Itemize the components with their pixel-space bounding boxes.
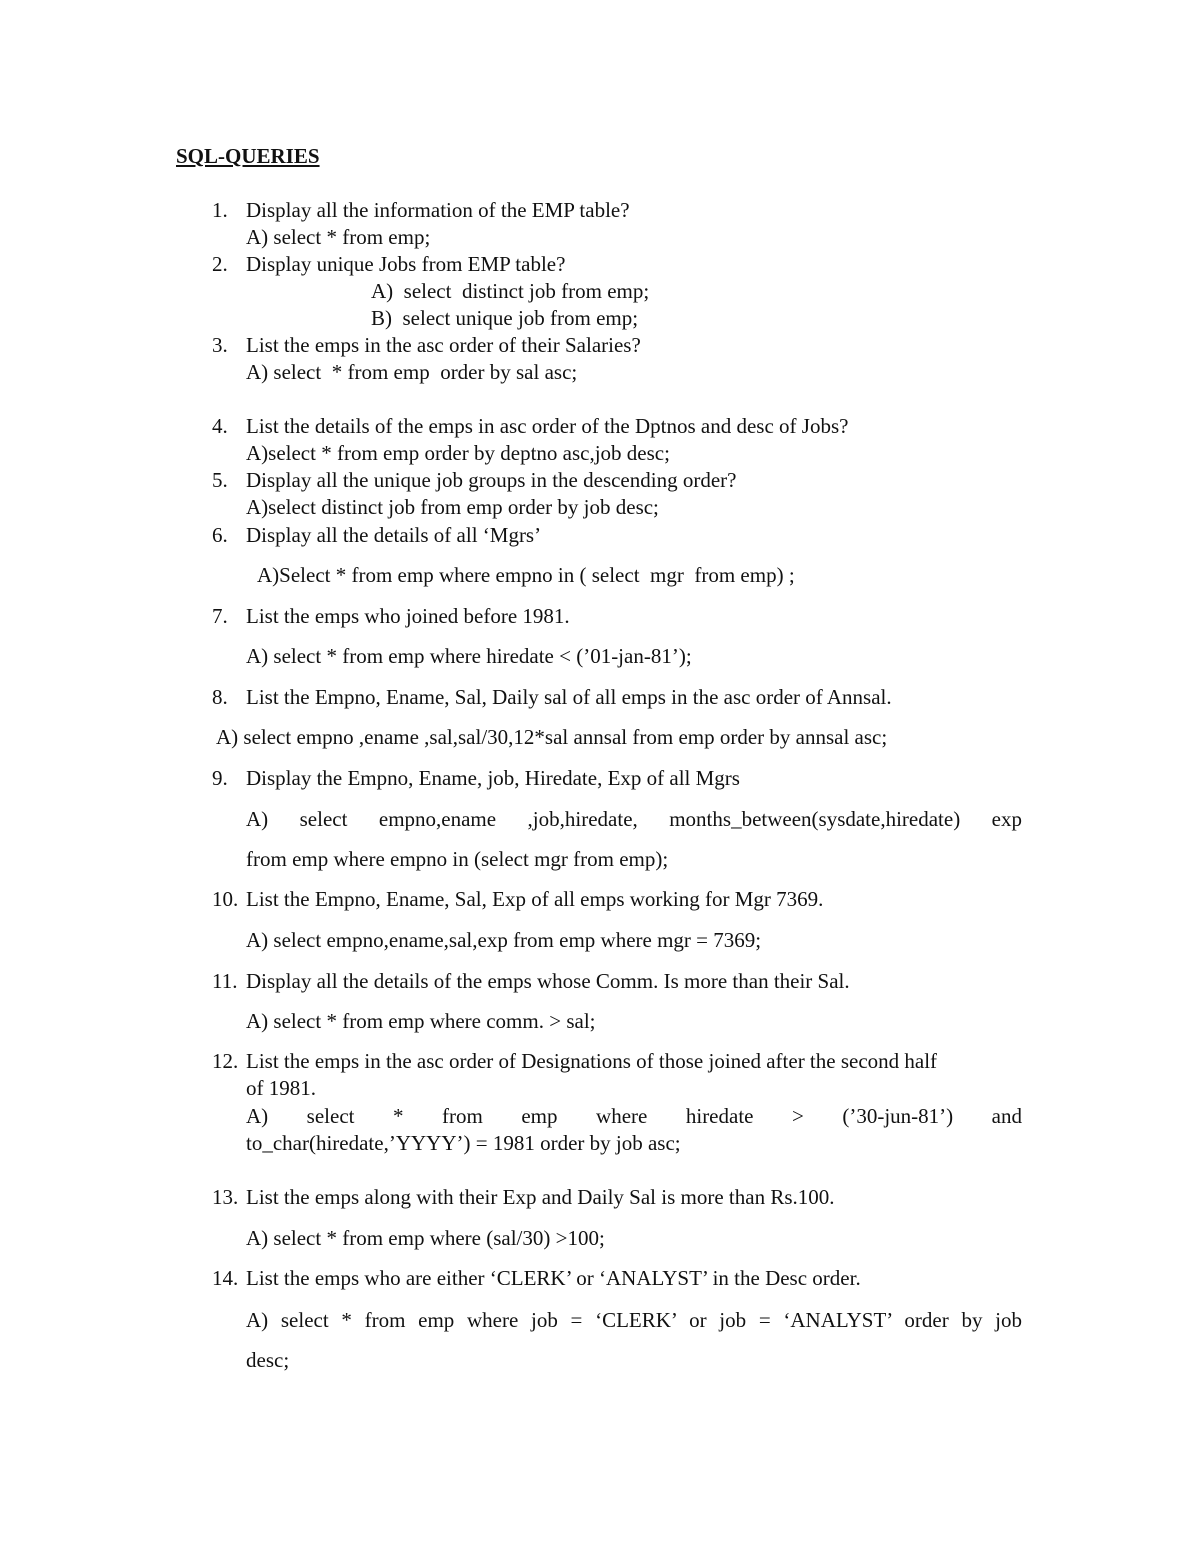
- answer-text: A) select * from emp where hiredate > (’30-jun-81’) and: [246, 1104, 1022, 1128]
- item-number: 3.: [212, 333, 228, 357]
- answer-text: A) select empno,ename,sal,exp from emp where mgr = 7369;: [246, 928, 762, 952]
- question-text: List the emps who joined before 1981.: [246, 604, 570, 628]
- item-number: 14.: [212, 1266, 239, 1290]
- question-text: of 1981.: [246, 1076, 316, 1100]
- item-number: 2.: [212, 252, 228, 276]
- item-number: 10.: [212, 887, 239, 911]
- answer-text: A) select * from emp;: [246, 225, 431, 249]
- item-number: 13.: [212, 1185, 239, 1209]
- item-number: 5.: [212, 468, 228, 492]
- question-text: List the Empno, Ename, Sal, Daily sal of all emps in the asc order of Annsal.: [246, 685, 892, 709]
- question-text: List the emps in the asc order of their Salaries?: [246, 333, 641, 357]
- answer-text: A) select * from emp where job = ‘CLERK’ or job = ‘ANALYST’ order by job: [246, 1308, 1022, 1332]
- item-number: 4.: [212, 414, 228, 438]
- question-text: Display all the unique job groups in the descending order?: [246, 468, 737, 492]
- answer-text: A) select * from emp where (sal/30) >100;: [246, 1226, 605, 1250]
- answer-text: from emp where empno in (select mgr from emp);: [246, 847, 669, 871]
- answer-text: B) select unique job from emp;: [371, 306, 639, 330]
- question-text: Display all the information of the EMP table?: [246, 198, 630, 222]
- question-text: List the emps who are either ‘CLERK’ or ‘ANALYST’ in the Desc order.: [246, 1266, 861, 1290]
- question-text: List the details of the emps in asc order of the Dptnos and desc of Jobs?: [246, 414, 849, 438]
- answer-text: desc;: [246, 1348, 290, 1372]
- question-text: Display all the details of all ‘Mgrs’: [246, 523, 542, 547]
- answer-text: to_char(hiredate,’YYYY’) = 1981 order by job asc;: [246, 1131, 681, 1155]
- item-number: 9.: [212, 766, 228, 790]
- answer-text: A)Select * from emp where empno in ( select mgr from emp) ;: [257, 563, 795, 587]
- item-number: 8.: [212, 685, 228, 709]
- item-number: 12.: [212, 1049, 239, 1073]
- item-number: 11.: [212, 969, 238, 993]
- question-text: List the Empno, Ename, Sal, Exp of all emps working for Mgr 7369.: [246, 887, 824, 911]
- answer-text: A) select * from emp where comm. > sal;: [246, 1009, 596, 1033]
- item-number: 1.: [212, 198, 228, 222]
- answer-text: A) select * from emp order by sal asc;: [246, 360, 578, 384]
- answer-text: A) select empno ,ename ,sal,sal/30,12*sal annsal from emp order by annsal asc;: [216, 725, 888, 749]
- question-text: List the emps in the asc order of Designations of those joined after the second half: [246, 1049, 938, 1073]
- page-title: SQL-QUERIES: [176, 144, 320, 168]
- answer-text: A)select distinct job from emp order by job desc;: [246, 495, 659, 519]
- question-text: Display all the details of the emps whose Comm. Is more than their Sal.: [246, 969, 850, 993]
- item-number: 6.: [212, 523, 228, 547]
- answer-text: A) select * from emp where hiredate < (’01-jan-81’);: [246, 644, 692, 668]
- answer-text: A) select empno,ename ,job,hiredate, months_between(sysdate,hiredate) exp: [246, 807, 1022, 831]
- answer-text: A) select distinct job from emp;: [371, 279, 650, 303]
- question-text: Display unique Jobs from EMP table?: [246, 252, 566, 276]
- answer-text: A)select * from emp order by deptno asc,job desc;: [246, 441, 670, 465]
- question-text: List the emps along with their Exp and Daily Sal is more than Rs.100.: [246, 1185, 835, 1209]
- item-number: 7.: [212, 604, 228, 628]
- question-text: Display the Empno, Ename, job, Hiredate, Exp of all Mgrs: [246, 766, 740, 790]
